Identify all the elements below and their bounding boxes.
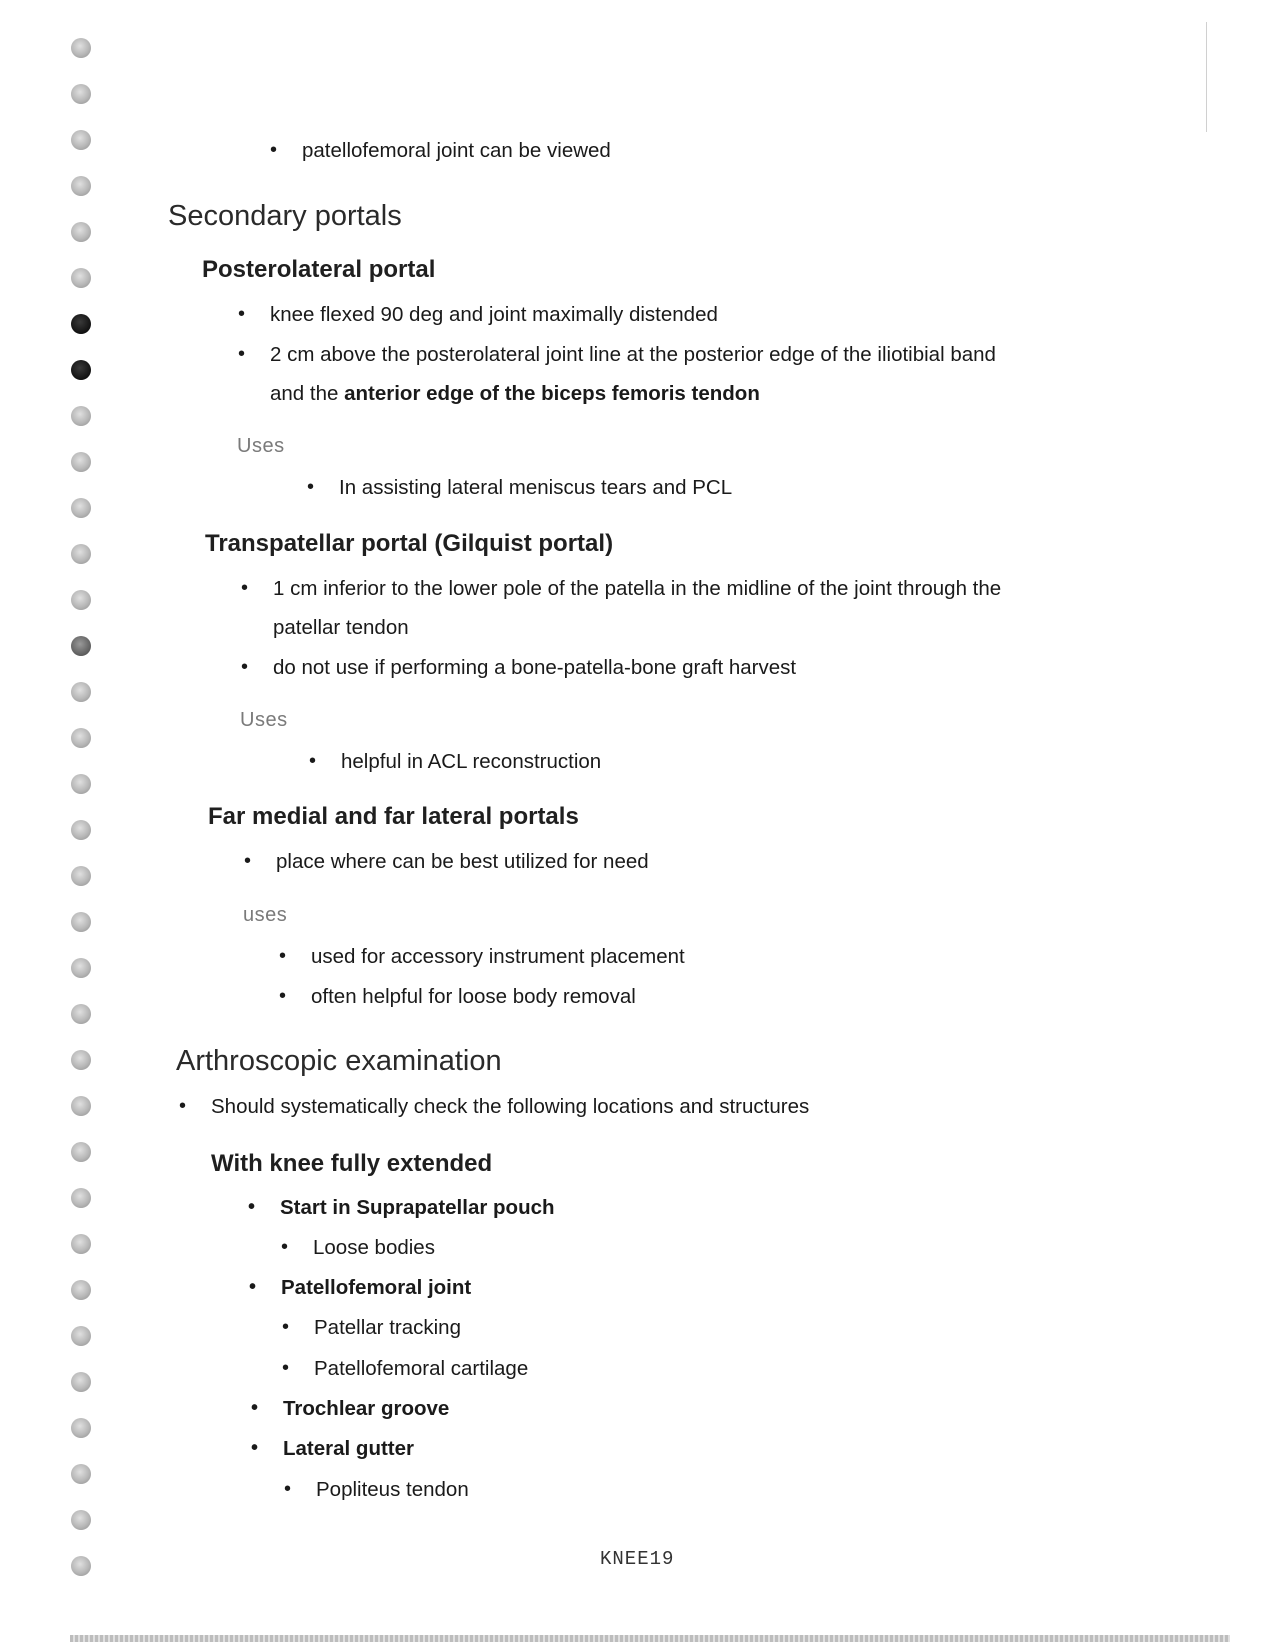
binder-hole: [71, 1280, 91, 1300]
binder-hole: [71, 682, 91, 702]
list-item: • 1 cm inferior to the lower pole of the patella in the midline of the joint through the: [273, 577, 1001, 601]
list-item: • often helpful for loose body removal: [311, 985, 636, 1009]
binder-hole: [71, 1234, 91, 1254]
scan-bottom-edge: [70, 1635, 1230, 1642]
uses-label: Uses: [237, 435, 285, 457]
subheading-transpatellar-portal: Transpatellar portal (Gilquist portal): [205, 530, 614, 557]
binder-hole: [71, 728, 91, 748]
binder-hole: [71, 130, 91, 150]
binder-hole: [71, 1510, 91, 1530]
binder-hole: [71, 1464, 91, 1484]
binder-hole: [71, 452, 91, 472]
list-item: • Patellofemoral cartilage: [314, 1357, 528, 1381]
binder-hole: [71, 1372, 91, 1392]
subheading-posterolateral-portal: Posterolateral portal: [202, 256, 436, 283]
list-item: • In assisting lateral meniscus tears and PCL: [339, 476, 732, 500]
list-item: • Trochlear groove: [283, 1397, 449, 1421]
list-item: • used for accessory instrument placement: [311, 945, 685, 969]
binder-hole: [71, 774, 91, 794]
binder-hole: [71, 866, 91, 886]
list-item: • 2 cm above the posterolateral joint line at the posterior edge of the iliotibial band: [270, 343, 996, 367]
binder-hole: [71, 268, 91, 288]
binder-hole: [71, 958, 91, 978]
binder-hole: [71, 314, 91, 334]
binder-hole: [71, 1188, 91, 1208]
binder-hole: [71, 406, 91, 426]
binder-hole: [71, 820, 91, 840]
list-item: • helpful in ACL reconstruction: [341, 750, 601, 774]
binder-hole: [71, 38, 91, 58]
section-heading-arthroscopic-examination: Arthroscopic examination: [176, 1045, 502, 1077]
binder-hole: [71, 176, 91, 196]
list-item: • Patellofemoral joint: [281, 1276, 471, 1300]
list-item: • Patellar tracking: [314, 1316, 461, 1340]
list-item: • place where can be best utilized for need: [276, 850, 649, 874]
list-item: • Popliteus tendon: [316, 1478, 469, 1502]
list-item: • Loose bodies: [313, 1236, 435, 1260]
binder-hole: [71, 1418, 91, 1438]
section-heading-secondary-portals: Secondary portals: [168, 200, 402, 232]
list-item: • Lateral gutter: [283, 1437, 414, 1461]
binder-hole: [71, 1004, 91, 1024]
list-item: • patellofemoral joint can be viewed: [302, 139, 611, 163]
binder-hole: [71, 1096, 91, 1116]
binder-hole: [71, 1050, 91, 1070]
binder-hole: [71, 1556, 91, 1576]
binder-hole: [71, 544, 91, 564]
uses-label: Uses: [240, 709, 288, 731]
page-footer: KNEE19: [600, 1548, 675, 1570]
list-item-continuation: patellar tendon: [273, 616, 409, 639]
binder-hole: [71, 222, 91, 242]
binder-hole: [71, 636, 91, 656]
list-item: • Should systematically check the following locations and structures: [211, 1095, 809, 1119]
list-item: • Start in Suprapatellar pouch: [280, 1196, 555, 1220]
binder-hole: [71, 1326, 91, 1346]
binder-hole: [71, 84, 91, 104]
uses-label: uses: [243, 904, 288, 926]
list-item: • knee flexed 90 deg and joint maximally distended: [270, 303, 718, 327]
text-run: and the: [270, 382, 345, 405]
bold-text: anterior edge of the biceps femoris tendon: [344, 382, 760, 405]
subheading-far-portals: Far medial and far lateral portals: [208, 803, 579, 830]
list-item: • do not use if performing a bone-patella-bone graft harvest: [273, 656, 796, 680]
binder-hole: [71, 1142, 91, 1162]
binder-hole: [71, 360, 91, 380]
binder-hole: [71, 590, 91, 610]
scan-edge-mark: [1206, 22, 1207, 132]
binder-hole: [71, 498, 91, 518]
list-item-continuation: [270, 382, 760, 406]
subheading-knee-fully-extended: With knee fully extended: [211, 1150, 493, 1177]
binder-hole: [71, 912, 91, 932]
